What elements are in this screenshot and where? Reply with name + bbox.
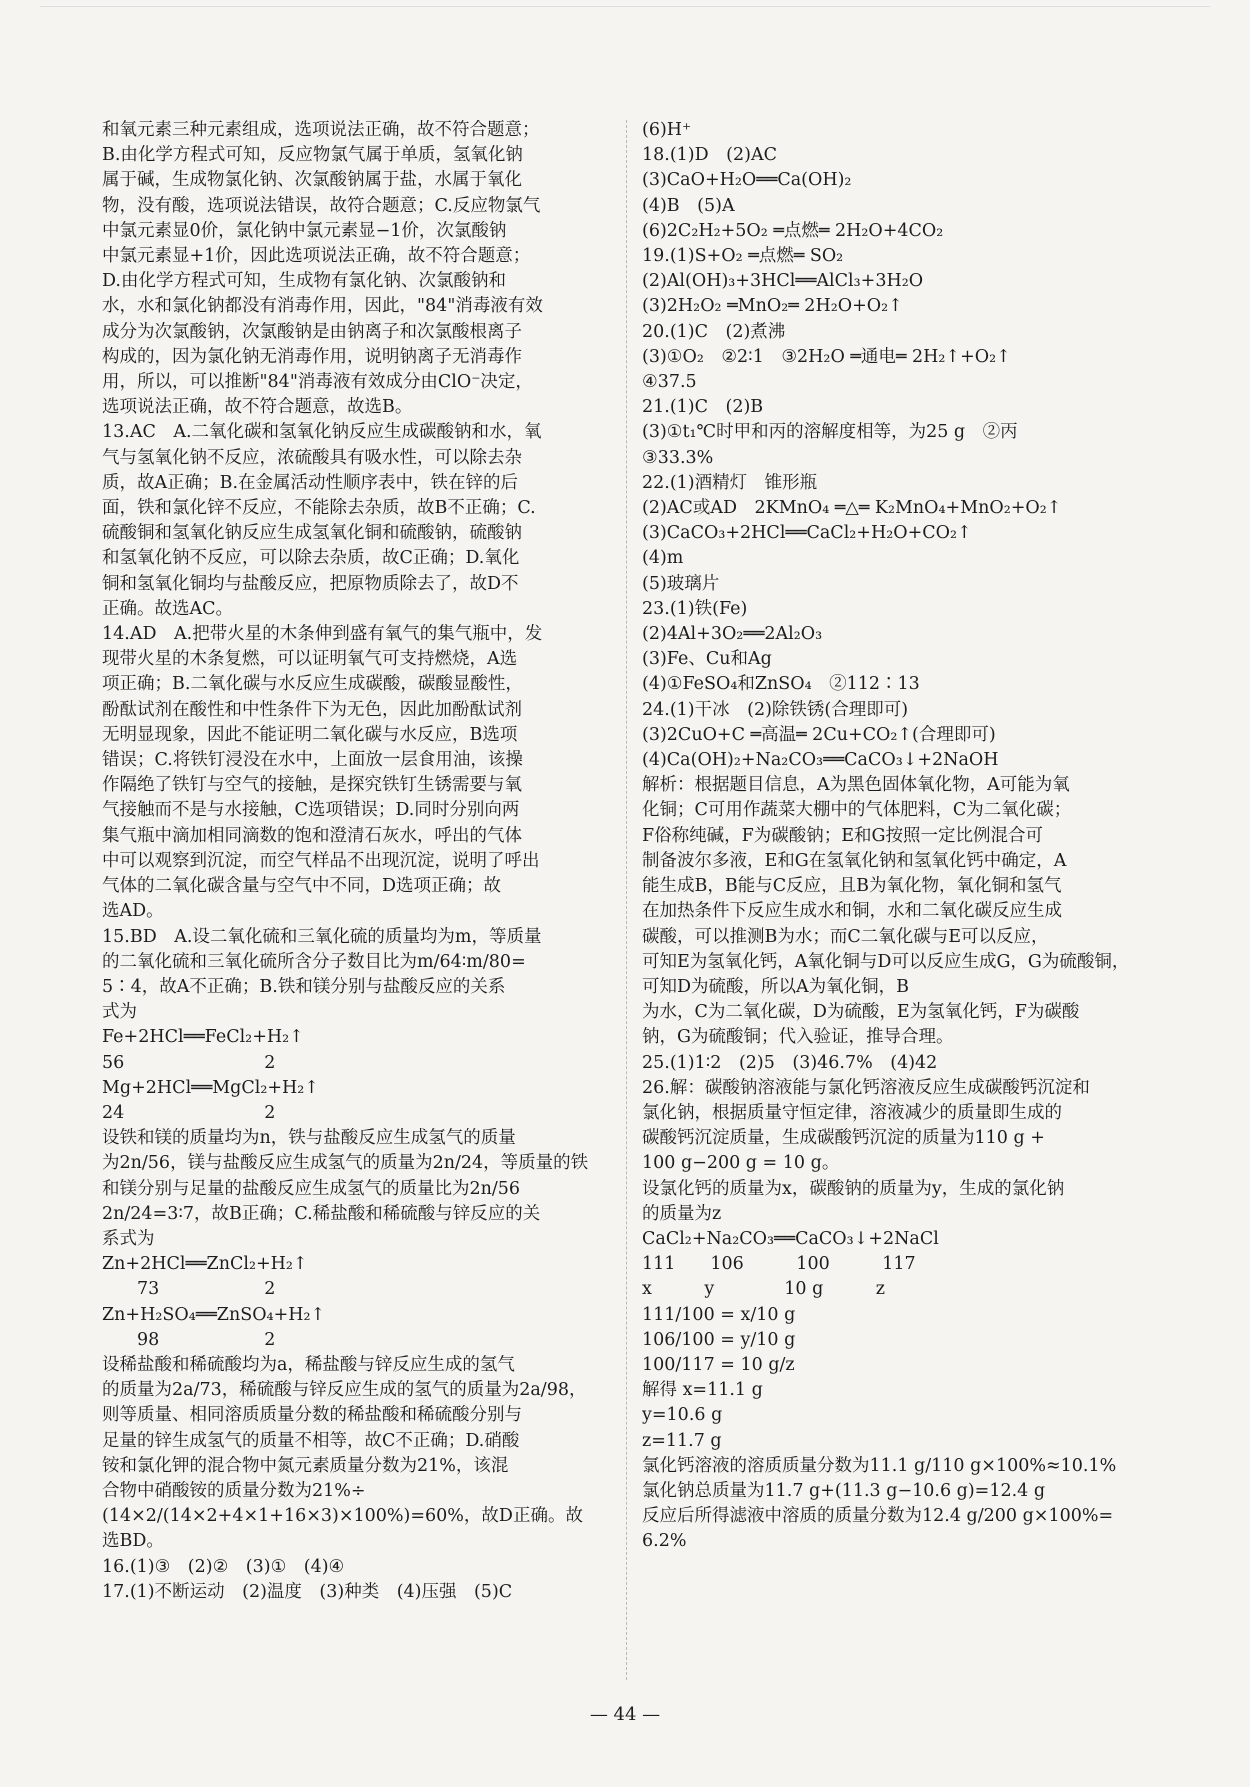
text-line: (4)m <box>642 548 684 569</box>
text-line: 可知E为氢氧化钙，A氧化铜与D可以反应生成G，G为硫酸铜， <box>642 951 1130 972</box>
text-line: 和氧元素三种元素组成，选项说法正确，故不符合题意； <box>102 120 540 140</box>
text-line: ③33.3% <box>642 447 714 468</box>
text-line: 碳酸钙沉淀质量，生成碳酸钙沉淀的质量为110 g + <box>642 1128 1045 1149</box>
text-line: 可知D为硫酸，所以A为氧化铜，B <box>642 976 910 997</box>
text-line: (6)H⁺ <box>642 120 692 140</box>
text-line: 5∶4，故A不正确；B.铁和镁分别与盐酸反应的关系 <box>102 976 506 997</box>
text-line: 设氯化钙的质量为x，碳酸钠的质量为y，生成的氯化钠 <box>642 1178 1065 1199</box>
text-line: 为2n/56，镁与盐酸反应生成氢气的质量为2n/24，等质量的铁 <box>102 1153 589 1174</box>
text-line: 23.(1)铁(Fe) <box>642 598 748 619</box>
text-line: 6.2% <box>642 1531 687 1552</box>
text-line: 设铁和镁的质量均为n，铁与盐酸反应生成氢气的质量 <box>102 1128 516 1149</box>
text-line: 错误；C.将铁钉浸没在水中，上面放一层食用油，该操 <box>102 750 523 771</box>
text-line: 合物中硝酸铵的质量分数为21%÷ <box>102 1480 366 1501</box>
text-line: 碳酸，可以推测B为水；而C二氧化碳与E可以反应， <box>642 926 1049 947</box>
text-line: 111 106 100 117 <box>642 1254 916 1275</box>
text-line: z=11.7 g <box>642 1430 722 1451</box>
text-line: CaCl₂+Na₂CO₃══CaCO₃↓+2NaCl <box>642 1228 939 1249</box>
left-column <box>102 118 616 1605</box>
text-line: 钠，G为硫酸铜；代入验证，推导合理。 <box>642 1027 954 1048</box>
text-line: 24 2 <box>102 1102 276 1123</box>
text-line: 56 2 <box>102 1052 276 1073</box>
text-line: (2)AC或AD 2KMnO₄ ═△═ K₂MnO₄+MnO₂+O₂↑ <box>642 498 1062 519</box>
text-line: 中氯元素显+1价，因此选项说法正确，故不符合题意； <box>102 246 531 267</box>
text-line: 解得 x=11.1 g <box>642 1380 763 1401</box>
right-column <box>642 118 1162 1555</box>
text-line: (2)4Al+3O₂══2Al₂O₃ <box>642 624 823 645</box>
text-line: 气与氢氧化钠不反应，浓硫酸具有吸水性，可以除去杂 <box>102 447 522 468</box>
text-line: 无明显现象，因此不能证明二氧化碳与水反应，B选项 <box>102 724 518 745</box>
text-line: 选AD。 <box>102 901 164 922</box>
text-line: 和氢氧化钠不反应，可以除去杂质，故C正确；D.氧化 <box>102 548 520 569</box>
text-line: 18.(1)D (2)AC <box>642 145 777 166</box>
text-line: (4)①FeSO₄和ZnSO₄ ②112∶13 <box>642 674 920 695</box>
text-line: 酚酞试剂在酸性和中性条件下为无色，因此加酚酞试剂 <box>102 699 522 720</box>
text-line: 21.(1)C (2)B <box>642 397 764 418</box>
text-line: y=10.6 g <box>642 1405 723 1426</box>
text-line: (3)①O₂ ②2∶1 ③2H₂O ═通电═ 2H₂↑+O₂↑ <box>642 346 1011 367</box>
text-line: 物，没有酸，选项说法错误，故符合题意；C.反应物氯气 <box>102 195 541 216</box>
text-line: x y 10 g z <box>642 1279 886 1300</box>
text-line: (4)B (5)A <box>642 195 735 216</box>
text-line: (3)CaO+H₂O══Ca(OH)₂ <box>642 170 852 191</box>
column-divider <box>626 120 627 1680</box>
text-line: (3)①t₁℃时甲和丙的溶解度相等，为25 g ②丙 <box>642 422 1018 443</box>
text-line: 气接触而不是与水接触，C选项错误；D.同时分别向两 <box>102 800 520 821</box>
text-line: 铵和氯化钾的混合物中氮元素质量分数为21%，该混 <box>102 1455 509 1476</box>
text-line: 111/100 = x/10 g <box>642 1304 796 1325</box>
text-line: 15.BD A.设二氧化硫和三氧化硫的质量均为m，等质量 <box>102 926 542 947</box>
text-line: 质，故A正确；B.在金属活动性顺序表中，铁在锌的后 <box>102 472 519 493</box>
text-line: 铜和氢氧化铜均与盐酸反应，把原物质除去了，故D不 <box>102 573 519 594</box>
text-line: 17.(1)不断运动 (2)温度 (3)种类 (4)压强 (5)C <box>102 1581 513 1602</box>
page-number: — 44 — <box>589 1704 661 1725</box>
text-line: 解析：根据题目信息，A为黑色固体氧化物，A可能为氧 <box>642 775 1070 796</box>
text-line: 14.AD A.把带火星的木条伸到盛有氧气的集气瓶中，发 <box>102 624 543 645</box>
top-edge-rule <box>40 6 1210 7</box>
text-line: 成分为次氯酸钠，次氯酸钠是由钠离子和次氯酸根离子 <box>102 321 522 342</box>
text-line: 19.(1)S+O₂ ═点燃═ SO₂ <box>642 246 844 267</box>
text-line: 氯化钙溶液的溶质质量分数为11.1 g/110 g×100%≈10.1% <box>642 1455 1117 1476</box>
text-line: 选项说法正确，故不符合题意，故选B。 <box>102 397 413 418</box>
text-line: 氯化钠总质量为11.7 g+(11.3 g−10.6 g)=12.4 g <box>642 1480 1046 1501</box>
text-line: 项正确；B.二氧化碳与水反应生成碳酸，碳酸显酸性， <box>102 674 523 695</box>
text-line: 式为 <box>102 1002 137 1023</box>
text-line: Zn+H₂SO₄══ZnSO₄+H₂↑ <box>102 1304 326 1325</box>
text-line: 气体的二氧化碳含量与空气中不同，D选项正确；故 <box>102 876 502 897</box>
text-line: 13.AC A.二氧化碳和氢氧化钠反应生成碳酸钠和水，氧 <box>102 422 542 443</box>
text-line: 中可以观察到沉淀，而空气样品不出现沉淀，说明了呼出 <box>102 850 540 871</box>
text-line: 系式为 <box>102 1228 155 1249</box>
text-line: (3)CaCO₃+2HCl══CaCl₂+H₂O+CO₂↑ <box>642 523 972 544</box>
text-line: 作隔绝了铁钉与空气的接触，是探究铁钉生锈需要与氧 <box>102 775 522 796</box>
text-line: (4)Ca(OH)₂+Na₂CO₃══CaCO₃↓+2NaOH <box>642 750 999 771</box>
text-line: 的质量为z <box>642 1203 722 1224</box>
text-line: 设稀盐酸和稀硫酸均为a，稀盐酸与锌反应生成的氢气 <box>102 1354 515 1375</box>
text-line: 氯化钠，根据质量守恒定律，溶液减少的质量即生成的 <box>642 1102 1062 1123</box>
text-line: 26.解：碳酸钠溶液能与氯化钙溶液反应生成碳酸钙沉淀和 <box>642 1077 1090 1098</box>
text-line: 选BD。 <box>102 1531 164 1552</box>
text-line: 的质量为2a/73，稀硫酸与锌反应生成的氢气的质量为2a/98， <box>102 1380 587 1401</box>
text-line: 集气瓶中滴加相同滴数的饱和澄清石灰水，呼出的气体 <box>102 825 522 846</box>
text-line: 在加热条件下反应生成水和铜，水和二氧化碳反应生成 <box>642 901 1062 922</box>
text-line: 16.(1)③ (2)② (3)① (4)④ <box>102 1556 345 1577</box>
text-line: (6)2C₂H₂+5O₂ ═点燃═ 2H₂O+4CO₂ <box>642 220 944 241</box>
text-line: B.由化学方程式可知，反应物氯气属于单质，氢氧化钠 <box>102 145 523 166</box>
text-line: D.由化学方程式可知，生成物有氯化钠、次氯酸钠和 <box>102 271 506 292</box>
text-line: 106/100 = y/10 g <box>642 1329 796 1350</box>
text-line: (5)玻璃片 <box>642 573 720 594</box>
text-line: Mg+2HCl══MgCl₂+H₂↑ <box>102 1077 319 1098</box>
text-line: 化铜；C可用作蔬菜大棚中的气体肥料，C为二氧化碳； <box>642 800 1072 821</box>
text-line: 足量的锌生成氢气的质量不相等，故C不正确；D.硝酸 <box>102 1430 520 1451</box>
text-line: 硫酸铜和氢氧化钠反应生成氢氧化铜和硫酸钠，硫酸钠 <box>102 523 522 544</box>
text-line: (3)2H₂O₂ ═MnO₂═ 2H₂O+O₂↑ <box>642 296 903 317</box>
text-line: 20.(1)C (2)煮沸 <box>642 321 786 342</box>
text-line: (14×2/(14×2+4×1+16×3)×100%)=60%，故D正确。故 <box>102 1506 583 1527</box>
text-line: 24.(1)干冰 (2)除铁锈(合理即可) <box>642 699 909 720</box>
text-line: Fe+2HCl══FeCl₂+H₂↑ <box>102 1027 304 1048</box>
text-line: 22.(1)酒精灯 锥形瓶 <box>642 472 818 493</box>
text-line: (2)Al(OH)₃+3HCl══AlCl₃+3H₂O <box>642 271 924 292</box>
text-line: 水，水和氯化钠都没有消毒作用，因此，"84"消毒液有效 <box>102 296 543 317</box>
text-line: 用，所以，可以推断"84"消毒液有效成分由ClO⁻决定， <box>102 372 533 393</box>
text-line: 2n/24=3∶7，故B正确；C.稀盐酸和稀硫酸与锌反应的关 <box>102 1203 541 1224</box>
text-line: F俗称纯碱，F为碳酸钠；E和G按照一定比例混合可 <box>642 825 1044 846</box>
text-line: 属于碱，生成物氯化钠、次氯酸钠属于盐，水属于氧化 <box>102 170 522 191</box>
text-line: (3)Fe、Cu和Ag <box>642 649 772 670</box>
text-line: 能生成B，B能与C反应，且B为氧化物，氧化铜和氢气 <box>642 876 1062 897</box>
text-line: 面，铁和氯化锌不反应，不能除去杂质，故B不正确；C. <box>102 498 536 519</box>
text-line: 和镁分别与足量的盐酸反应生成氢气的质量比为2n/56 <box>102 1178 521 1199</box>
text-line: 构成的，因为氯化钠无消毒作用，说明钠离子无消毒作 <box>102 346 522 367</box>
text-line: 98 2 <box>102 1329 276 1350</box>
text-line: 为水，C为二氧化碳，D为硫酸，E为氢氧化钙，F为碳酸 <box>642 1002 1080 1023</box>
text-line: ④37.5 <box>642 372 697 393</box>
text-line: 100/117 = 10 g/z <box>642 1354 795 1375</box>
text-line: 25.(1)1∶2 (2)5 (3)46.7% (4)42 <box>642 1052 938 1073</box>
text-line: 100 g−200 g = 10 g。 <box>642 1153 840 1174</box>
text-line: (3)2CuO+C ═高温═ 2Cu+CO₂↑(合理即可) <box>642 724 996 745</box>
text-line: 则等质量、相同溶质质量分数的稀盐酸和稀硫酸分别与 <box>102 1405 522 1426</box>
text-line: 现带火星的木条复燃，可以证明氧气可支持燃烧，A选 <box>102 649 518 670</box>
text-line: 正确。故选AC。 <box>102 598 234 619</box>
text-line: 反应后所得滤液中溶质的质量分数为12.4 g/200 g×100%= <box>642 1506 1114 1527</box>
text-line: 中氯元素显0价，氯化钠中氯元素显−1价，次氯酸钠 <box>102 220 507 241</box>
text-line: 制备波尔多液，E和G在氢氧化钠和氢氧化钙中确定，A <box>642 850 1067 871</box>
text-line: Zn+2HCl══ZnCl₂+H₂↑ <box>102 1254 308 1275</box>
text-line: 的二氧化硫和三氧化硫所含分子数目比为m/64∶m/80= <box>102 951 526 972</box>
text-line: 73 2 <box>102 1279 276 1300</box>
